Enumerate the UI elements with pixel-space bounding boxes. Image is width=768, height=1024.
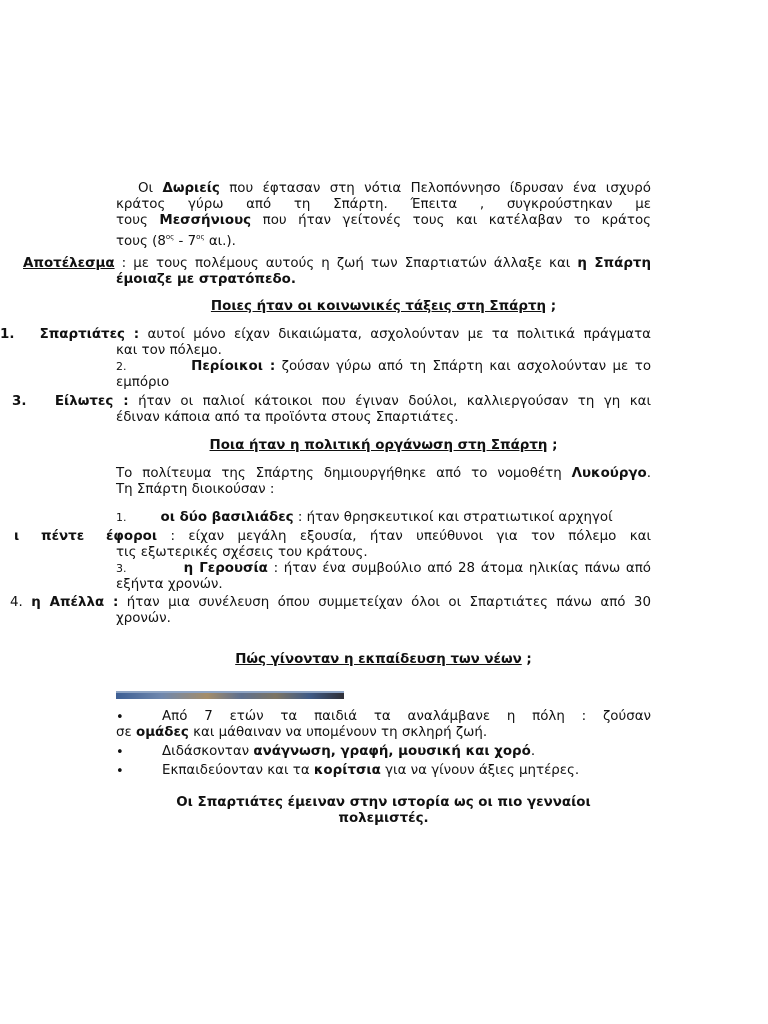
gov-3-line-2: εξήντα χρονών. (116, 577, 223, 592)
lycurgus-term: Λυκούργο (571, 466, 647, 481)
gov-2-text: : είχαν μεγάλη εξουσία, ήταν υπεύθυνοι για τον πόλεμο και (170, 529, 651, 544)
class-2-line-2: εμπόριο (116, 375, 170, 390)
bullet-2-pre: Διδάσκονταν (162, 744, 250, 759)
class-perioikoi (116, 359, 651, 375)
classes-heading-suffix: ; (546, 299, 557, 314)
intro-line4-pre: τους (8 (116, 234, 166, 249)
class-3-text: ήταν οι παλιοί κάτοικοι που έγιναν δούλοι, καλλιεργούσαν τη γη και (138, 394, 651, 409)
result-bold: η Σπάρτη (577, 256, 651, 271)
class-1-name: Σπαρτιάτες : (39, 327, 140, 342)
conclusion (116, 795, 651, 827)
superscript-1: ος (165, 233, 175, 241)
gov-1-number: 1. (116, 511, 127, 524)
conclusion-line-1: Οι Σπαρτιάτες έμειναν στην ιστορία ως οι πιο γενναίοι (176, 795, 591, 810)
bullet-1-pre: σε (116, 725, 132, 740)
gov-4-line-2: χρονών. (116, 611, 171, 626)
gov-3-name: η Γερουσία (183, 561, 268, 576)
education-heading (116, 652, 651, 668)
bullet-1-text: Από 7 ετών τα παιδιά τα αναλάμβανε η πόλη : ζούσαν (162, 709, 651, 724)
bullet-1-line-1 (162, 709, 651, 725)
result-line-2 (116, 272, 296, 288)
gov-4-text: ήταν μια συνέλευση όπου συμμετείχαν όλοι οι Σπαρτιάτες πάνω από 30 (126, 595, 651, 610)
intro-line4-mid: - 7 (174, 234, 197, 249)
bullet-3-pre: Εκπαιδεύονταν και τα (162, 763, 310, 778)
gov-4-number: 4. (10, 595, 23, 610)
gov-2-line-2: τις εξωτερικές σχέσεις του κράτους. (116, 545, 368, 560)
superscript-2: ος (196, 233, 205, 241)
class-1-number: 1. (0, 327, 15, 342)
messenians-term: Μεσσήνιους (159, 213, 252, 228)
class-3-line-2: έδιναν κάποια από τα προϊόντα στους Σπαρτιάτες. (116, 410, 459, 425)
groups-term: ομάδες (136, 725, 189, 740)
bullet-1-line-2 (116, 725, 487, 741)
gov-3-text: : ήταν ένα συμβούλιο από 28 άτομα ηλικίας πάνω από (273, 561, 652, 576)
intro-line-2: κράτος γύρω από τη Σπάρτη. Έπειτα , συγκρούστηκαν με (116, 197, 651, 212)
class-2-number: 2. (116, 360, 127, 373)
politics-heading-text: Ποια ήταν η πολιτική οργάνωση στη Σπάρτη (209, 438, 548, 453)
gov-apella (10, 595, 651, 611)
intro-line3-post: που ήταν γείτονές τους και κατέλαβαν το κράτος (262, 213, 651, 228)
result-label: Αποτέλεσμα (23, 256, 115, 271)
class-spartiates (0, 327, 651, 343)
intro-line-1 (116, 181, 651, 197)
politics-period: . (646, 466, 651, 481)
classes-heading (116, 299, 651, 315)
gov-3-number: 3. (116, 562, 127, 575)
gov-kings (116, 510, 613, 526)
gov-ephors (14, 529, 651, 545)
politics-heading-suffix: ; (547, 438, 558, 453)
bullet-3-post: για να γίνουν άξιες μητέρες. (385, 763, 580, 778)
conclusion-line-2: πολεμιστές. (338, 811, 429, 826)
gov-1-name: οι δύο βασιλιάδες (160, 510, 294, 525)
intro-line-3 (116, 213, 651, 229)
class-2-name: Περίοικοι : (191, 359, 276, 374)
girls-term: κορίτσια (313, 763, 381, 778)
gov-2-name: ι πέντε έφοροι (14, 529, 158, 544)
class-1-line-2: και τον πόλεμο. (116, 343, 222, 358)
result-line-1 (23, 256, 651, 272)
politics-text-1: Το πολίτευμα της Σπάρτης δημιουργήθηκε από το νομοθέτη (116, 466, 562, 481)
gov-4-name: η Απέλλα : (31, 595, 119, 610)
intro-paragraph (116, 181, 651, 250)
bullet-1-marker: • (116, 710, 124, 725)
result-text: : με τους πολέμους αυτούς η ζωή των Σπαρτιατών άλλαξε και (121, 256, 571, 271)
class-3-number: 3. (12, 394, 27, 409)
education-heading-text: Πώς γίνονταν η εκπαίδευση των νέων (235, 652, 522, 667)
bullet-3-line (162, 763, 579, 779)
gov-gerousia (116, 561, 651, 577)
result-line-2-text: έμοιαζε με στρατόπεδο. (116, 272, 296, 287)
class-2-text: ζούσαν γύρω από τη Σπάρτη και ασχολούνταν με το (281, 359, 652, 374)
bullet-1-post: και μάθαιναν να υπομένουν τη σκληρή ζωή. (193, 725, 488, 740)
class-1-text: αυτοί μόνο είχαν δικαιώματα, ασχολούνταν με τα πολιτικά πράγματα (147, 327, 651, 342)
classes-heading-text: Ποιες ήταν οι κοινωνικές τάξεις στη Σπάρτη (210, 299, 547, 314)
intro-line3-pre: τους (116, 213, 148, 228)
dorians-term: Δωριείς (162, 181, 220, 196)
intro-text-1: που έφτασαν στη νότια Πελοπόννησο ίδρυσαν ένα ισχυρό (229, 181, 651, 196)
bullet-2-line (162, 744, 535, 760)
photo-strip-highlight (116, 691, 344, 693)
politics-heading (116, 438, 651, 454)
bullet-2-post: . (530, 744, 536, 759)
education-heading-suffix: ; (521, 652, 532, 667)
intro-line-4 (116, 229, 651, 250)
politics-line-2: Τη Σπάρτη διοικούσαν : (116, 482, 275, 497)
intro-lead: Οι (138, 181, 154, 196)
class-helots (12, 394, 651, 410)
bullet-2-marker: • (116, 745, 124, 760)
gov-1-text: : ήταν θρησκευτικοί και στρατιωτικοί αρχηγοί (297, 510, 613, 525)
class-3-name: Είλωτες : (54, 394, 129, 409)
intro-line4-post: αι.). (204, 234, 236, 249)
subjects-term: ανάγνωση, γραφή, μουσική και χορό (253, 744, 531, 759)
bullet-3-marker: • (116, 764, 124, 779)
politics-line-1 (116, 466, 651, 482)
